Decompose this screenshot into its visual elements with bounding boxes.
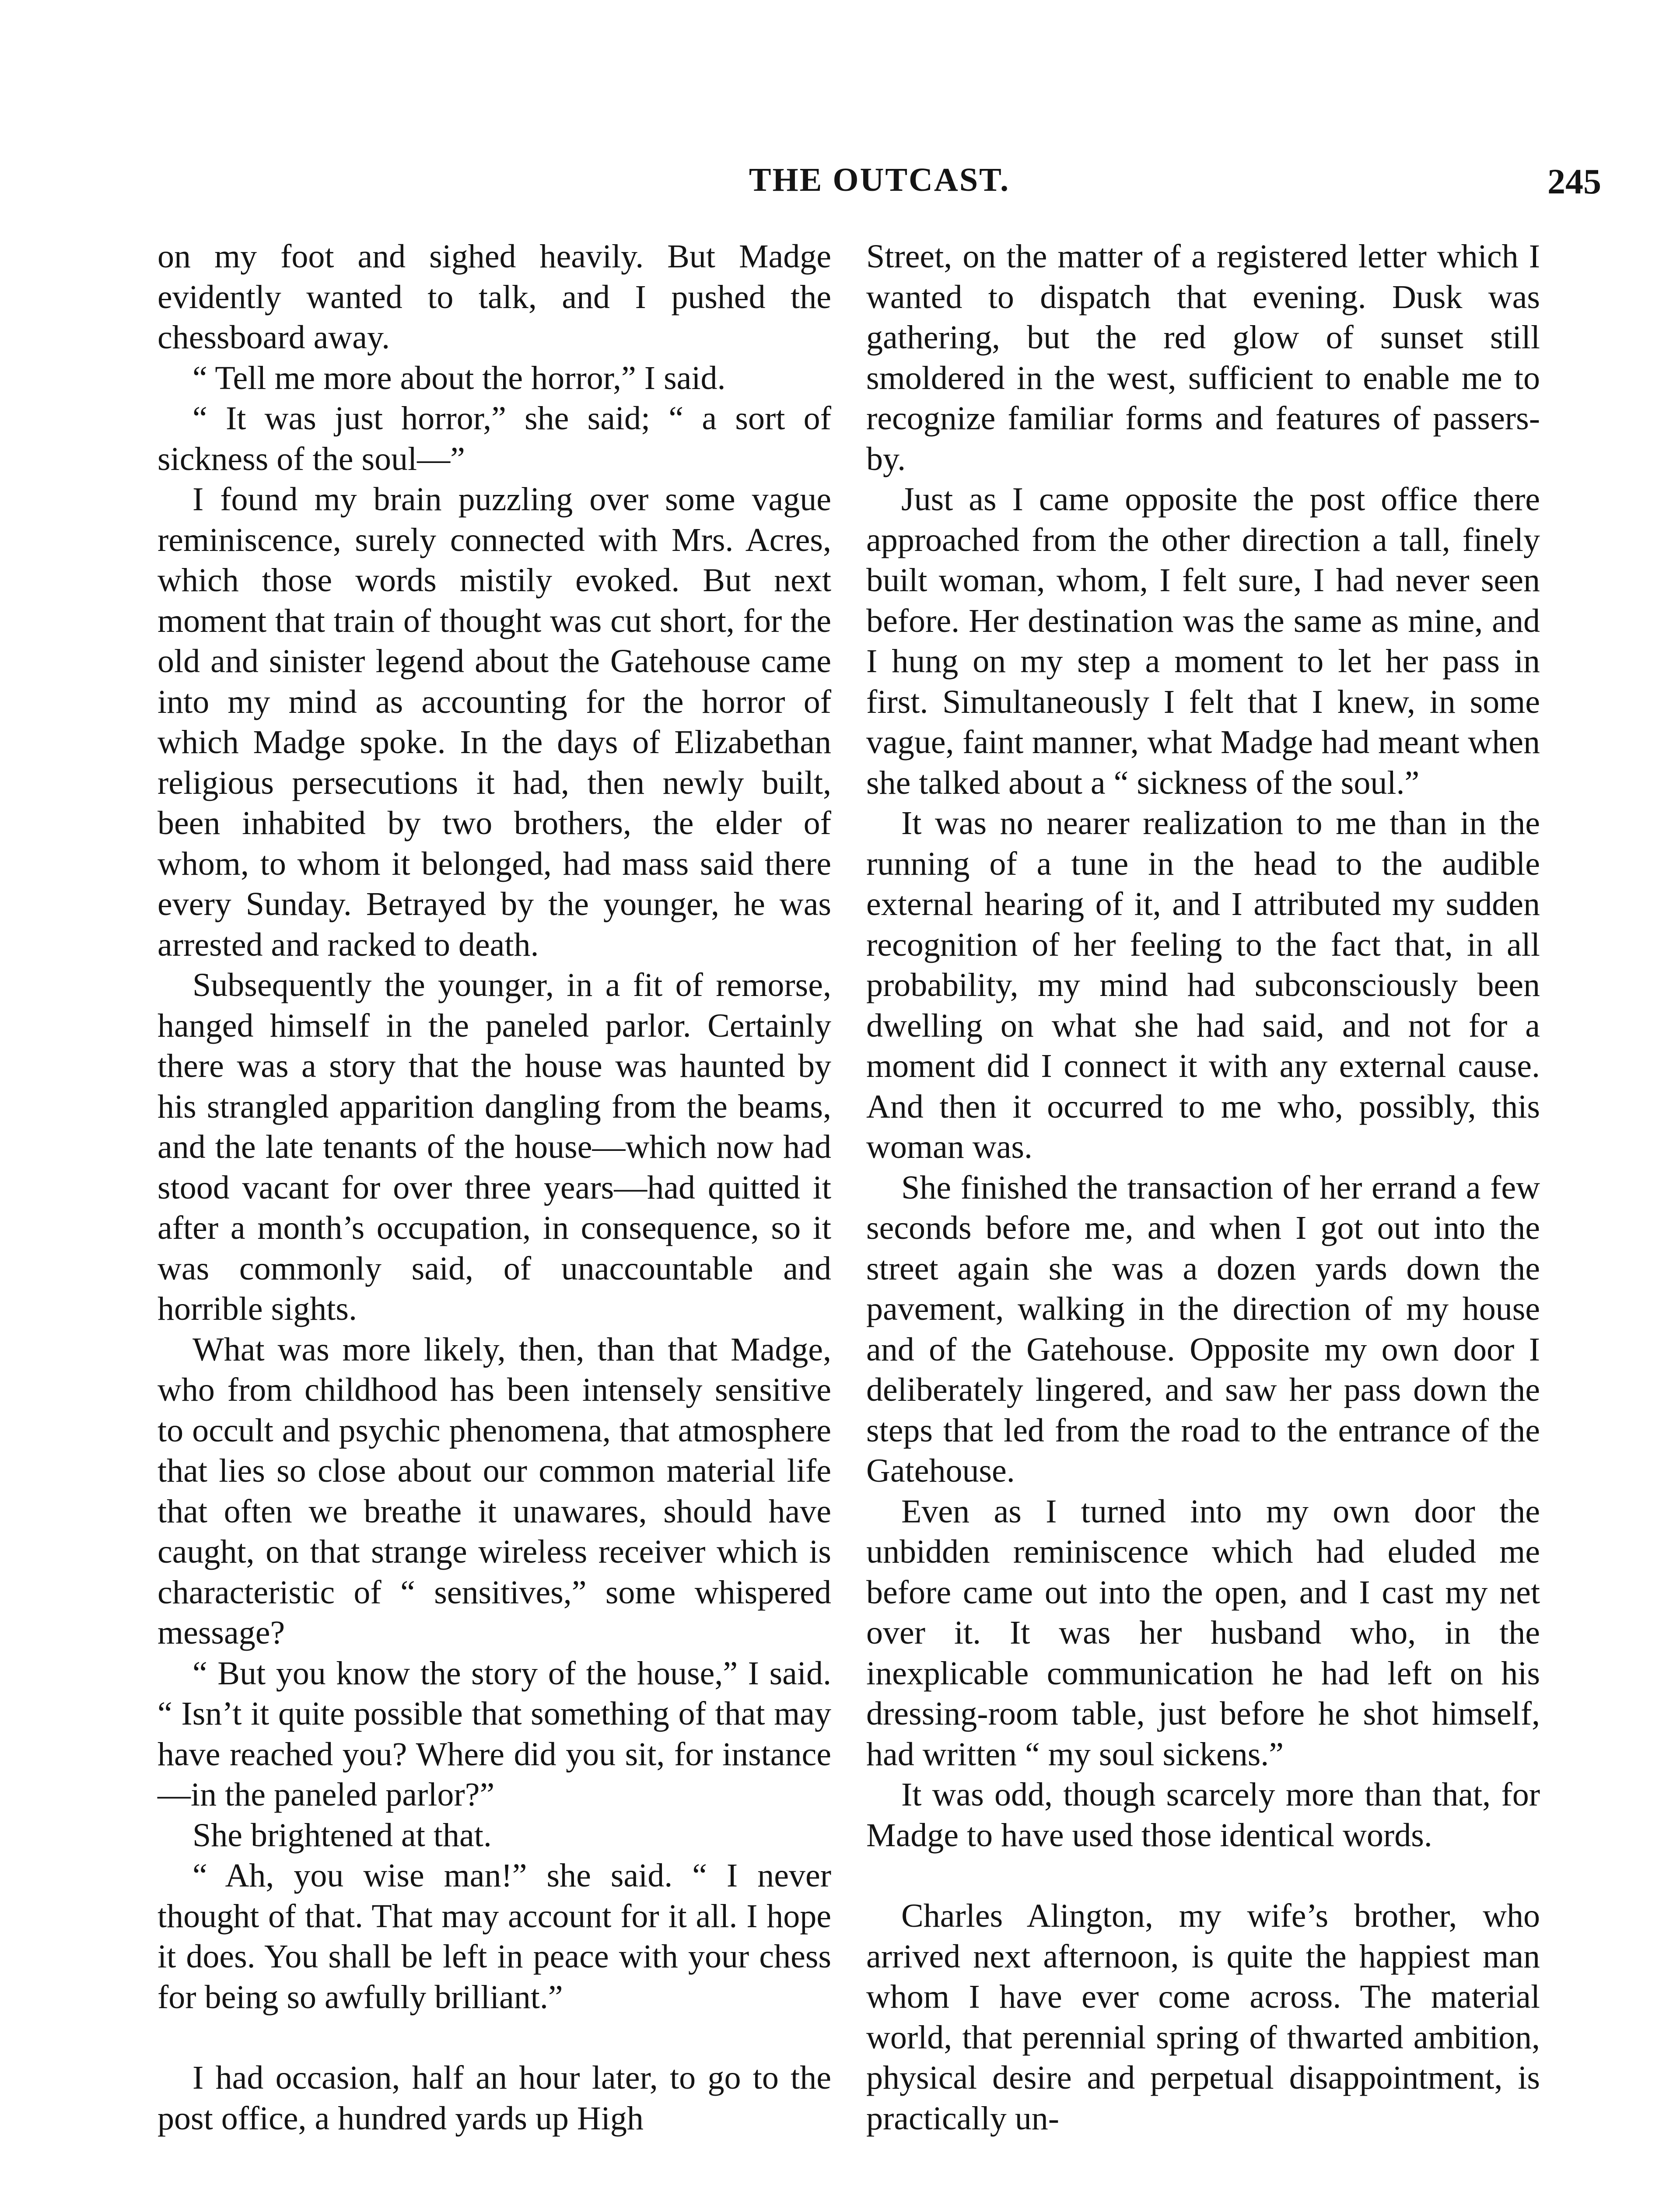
paragraph: “ Tell me more about the horror,” I said.	[192, 359, 726, 396]
paragraph: Subsequently the younger, in a fit of remorse, hanged himself in the paneled parlor. Certainly there was a story that the house was haunted by his strangled apparition dangling from the beams, and the late tenants of the house—which now had stood vacant for over three years—had quitted it after a month’s occupation, in consequence, so it was commonly said, of unaccountable and horrible sights.	[158, 967, 831, 1327]
paragraph: Even as I turned into my own door the unbidden reminiscence which had eluded me before came out into the open, and I cast my net over it. It was her husband who, in the inexplicable communication he had left on his dressing-room table, just before he shot himself, had written “ my soul sickens.”	[866, 1493, 1540, 1773]
right-column	[866, 236, 1540, 2139]
paragraph: Just as I came opposite the post office there approached from the other direction a tall, finely built woman, whom, I felt sure, I had never seen before. Her destination was the same as mine, and I hung on my step a moment to let her pass in first. Simultaneously I felt that I knew, in some vague, faint manner, what Madge had meant when she talked about a “ sickness of the soul.”	[866, 481, 1540, 801]
paragraph: It was odd, though scarcely more than that, for Madge to have used those identical words.	[866, 1776, 1540, 1854]
paragraph: What was more likely, then, than that Madge, who from childhood has been intensely sensitive to occult and psychic phenomena, that atmosphere that lies so close about our common material life that often we breathe it unawares, should have caught, on that strange wireless receiver which is characteristic of “ sensitives,” some whispered message?	[158, 1331, 831, 1651]
paragraph: I found my brain puzzling over some vague reminiscence, surely connected with Mrs. Acres, which those words mistily evoked. But next moment that train of thought was cut short, for the old and sinister legend about the Gatehouse came into my mind as accounting for the horror of which Madge spoke. In the days of Elizabethan religious persecutions it had, then newly built, been inhabited by two brothers, the elder of whom, to whom it belonged, had mass said there every Sunday. Betrayed by the younger, he was arrested and racked to death.	[158, 481, 831, 963]
left-column	[158, 236, 831, 2139]
paragraph: She brightened at that.	[192, 1816, 492, 1854]
paragraph: on my foot and sighed heavily. But Madge evidently wanted to talk, and I pushed the chessboard away.	[158, 238, 831, 356]
paragraph: She finished the transaction of her errand a few seconds before me, and when I got out into the street again she was a dozen yards down the pavement, walking in the direction of my house and of the Gatehouse. Opposite my own door I deliberately lingered, and saw her pass down the steps that led from the road to the entrance of the Gatehouse.	[866, 1169, 1540, 1489]
paragraph: “ But you know the story of the house,” I said. “ Isn’t it quite possible that something of that may have reached you? Where did you sit, for instance—in the paneled parlor?”	[158, 1655, 831, 1813]
paragraph: “ It was just horror,” she said; “ a sort of sickness of the soul—”	[158, 400, 831, 477]
running-title: THE OUTCAST.	[749, 161, 1010, 198]
paragraph: “ Ah, you wise man!” she said. “ I never thought of that. That may account for it all. I hope it does. You shall be left in peace with your chess for being so awfully brilliant.”	[158, 1857, 831, 2016]
page-header	[158, 161, 1601, 218]
paragraph: It was no nearer realization to me than in the running of a tune in the head to the audible external hearing of it, and I attributed my sudden recognition of her feeling to the fact that, in all probability, my mind had subconsciously been dwelling on what she had said, and not for a moment did I connect it with any external cause. And then it occurred to me who, possibly, this woman was.	[866, 805, 1540, 1165]
paragraph: Charles Alington, my wife’s brother, who arrived next afternoon, is quite the happiest man whom I have ever come across. The material world, that perennial spring of thwarted ambition, physical desire and perpetual disappointment, is practically un-	[866, 1897, 1540, 2137]
page-number: 245	[1547, 161, 1601, 201]
paragraph: I had occasion, half an hour later, to go to the post office, a hundred yards up High	[158, 2059, 831, 2137]
paragraph: Street, on the matter of a registered letter which I wanted to dispatch that evening. Dusk was gathering, but the red glow of sunset still smoldered in the west, sufficient to enable me to recognize familiar forms and features of passers-by.	[866, 238, 1540, 477]
